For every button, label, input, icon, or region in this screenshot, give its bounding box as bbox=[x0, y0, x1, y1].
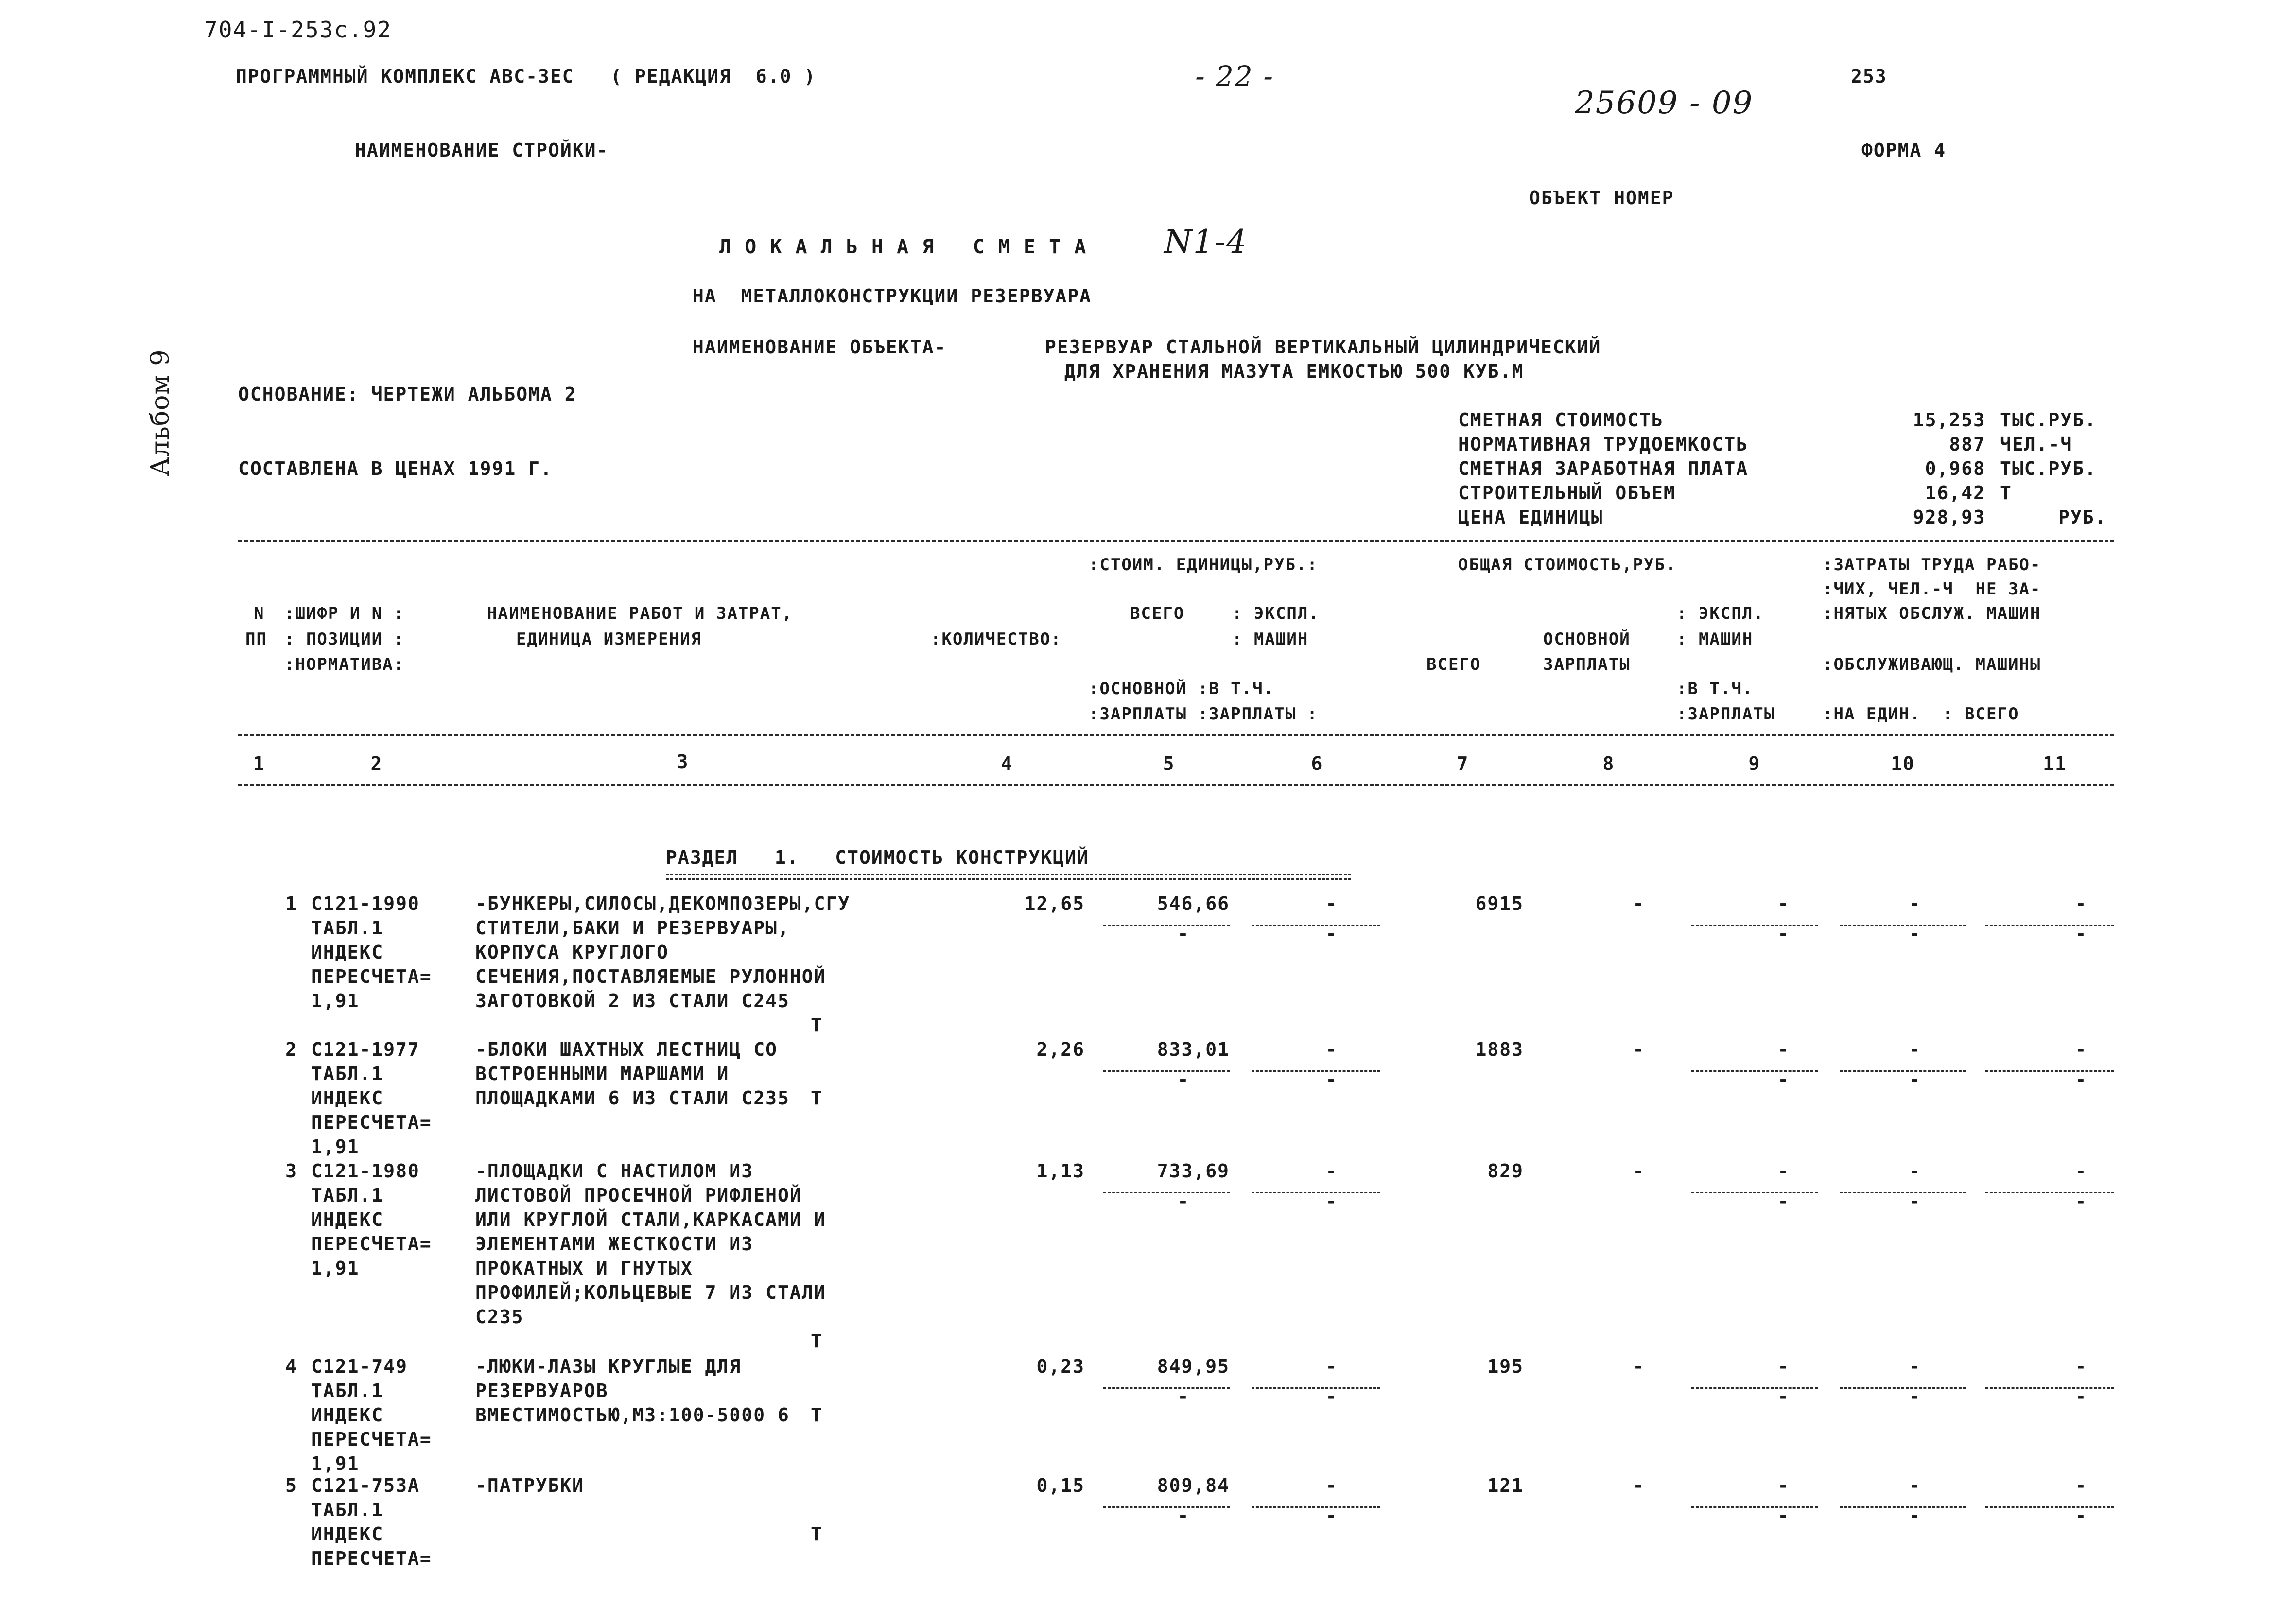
row-name-line: ПРОКАТНЫХ И ГНУТЫХ bbox=[475, 1258, 693, 1279]
row-unit: Т bbox=[811, 1087, 823, 1109]
row-shifr-line: ПЕРЕСЧЕТА= bbox=[311, 966, 432, 987]
column-number: 1 bbox=[253, 753, 265, 774]
row-code: С121-1990 bbox=[311, 893, 420, 914]
row-shifr-line: 1,91 bbox=[311, 1453, 360, 1474]
row-empty-mark: - bbox=[1777, 1069, 1790, 1090]
row-subtotal-rule bbox=[1103, 1070, 1230, 1072]
row-number: 3 bbox=[285, 1160, 297, 1182]
row-unit: Т bbox=[811, 1404, 823, 1426]
row-subtotal-rule bbox=[1103, 1506, 1230, 1508]
row-empty-mark: - bbox=[1777, 923, 1790, 944]
row-name-line: ЗАГОТОВКОЙ 2 ИЗ СТАЛИ С245 bbox=[475, 990, 790, 1012]
program-line: ПРОГРАММНЫЙ КОМПЛЕКС АВС-3ЕС ( РЕДАКЦИЯ 6.0 ) bbox=[236, 66, 817, 87]
row-empty-mark: - bbox=[2075, 1505, 2087, 1526]
object-name-line-2: ДЛЯ ХРАНЕНИЯ МАЗУТА ЕМКОСТЬЮ 500 КУБ.М bbox=[1064, 361, 1524, 382]
row-empty-mark: - bbox=[1633, 1160, 1645, 1182]
column-number: 9 bbox=[1748, 753, 1761, 774]
col-n-header: N bbox=[254, 604, 265, 623]
row-empty-mark: - bbox=[1325, 1386, 1338, 1407]
row-empty-mark: - bbox=[1325, 1356, 1338, 1377]
row-unit: Т bbox=[811, 1330, 823, 1352]
col-header-text: : МАШИН bbox=[1232, 629, 1309, 649]
column-number: 2 bbox=[370, 753, 383, 774]
row-quantity: 12,65 bbox=[1024, 893, 1085, 914]
col-header-text: ВСЕГО bbox=[1426, 655, 1481, 674]
column-number: 4 bbox=[1001, 753, 1013, 774]
row-subtotal-rule bbox=[1691, 925, 1818, 926]
row-number: 2 bbox=[285, 1039, 297, 1060]
row-quantity: 0,15 bbox=[1036, 1475, 1085, 1496]
row-empty-mark: - bbox=[2075, 1039, 2087, 1060]
row-name-line: -ПАТРУБКИ bbox=[475, 1475, 584, 1496]
col-name-header: НАИМЕНОВАНИЕ РАБОТ И ЗАТРАТ, bbox=[487, 604, 793, 623]
row-shifr-line: ИНДЕКС bbox=[311, 1404, 384, 1426]
row-code: С121-749 bbox=[311, 1356, 408, 1377]
row-empty-mark: - bbox=[1909, 1190, 1921, 1212]
col-header-text: :ОСНОВНОЙ :В Т.Ч. bbox=[1089, 679, 1274, 699]
col-unit-cost-header: :СТОИМ. ЕДИНИЦЫ,РУБ.: bbox=[1089, 555, 1318, 575]
row-subtotal-rule bbox=[1985, 1070, 2114, 1072]
row-name-line: ВМЕСТИМОСТЬЮ,М3:100-5000 6 bbox=[475, 1404, 790, 1426]
row-subtotal-rule bbox=[1691, 1506, 1818, 1508]
row-empty-mark: - bbox=[1177, 1505, 1190, 1526]
forma-label: ФОРМА 4 bbox=[1861, 140, 1947, 161]
col-header-text: :ЗАРПЛАТЫ :ЗАРПЛАТЫ : bbox=[1089, 704, 1318, 724]
row-shifr-line: 1,91 bbox=[311, 990, 360, 1012]
row-empty-mark: - bbox=[1325, 1039, 1338, 1060]
row-subtotal-rule bbox=[1691, 1387, 1818, 1389]
row-name-line: -ПЛОЩАДКИ С НАСТИЛОМ ИЗ bbox=[475, 1160, 754, 1182]
summary-unit: ТЫС.РУБ. bbox=[2000, 409, 2097, 431]
row-empty-mark: - bbox=[2075, 1356, 2087, 1377]
row-subtotal-rule bbox=[1840, 1387, 1966, 1389]
row-shifr-line: 1,91 bbox=[311, 1258, 360, 1279]
row-empty-mark: - bbox=[1909, 1505, 1921, 1526]
row-shifr-line: ПЕРЕСЧЕТА= bbox=[311, 1548, 432, 1569]
row-subtotal-rule bbox=[1252, 1070, 1380, 1072]
row-empty-mark: - bbox=[2075, 1160, 2087, 1182]
row-subtotal-rule bbox=[1103, 1387, 1230, 1389]
row-shifr-line: ПЕРЕСЧЕТА= bbox=[311, 1112, 432, 1133]
col-n-header: ПП bbox=[245, 629, 267, 649]
column-number: 6 bbox=[1311, 753, 1323, 774]
row-empty-mark: - bbox=[1777, 1475, 1790, 1496]
row-name-line: СТИТЕЛИ,БАКИ И РЕЗЕРВУАРЫ, bbox=[475, 917, 790, 939]
row-empty-mark: - bbox=[1777, 1160, 1790, 1182]
row-empty-mark: - bbox=[1325, 1160, 1338, 1182]
summary-value: 887 bbox=[1949, 434, 1985, 455]
summary-unit: ТЫС.РУБ. bbox=[2000, 458, 2097, 479]
row-shifr-line: ТАБЛ.1 bbox=[311, 1063, 384, 1084]
row-number: 4 bbox=[285, 1356, 297, 1377]
col-labor-header: :ЗАТРАТЫ ТРУДА РАБО- bbox=[1823, 555, 2041, 575]
row-quantity: 2,26 bbox=[1036, 1039, 1085, 1060]
row-name-line: ВСТРОЕННЫМИ МАРШАМИ И bbox=[475, 1063, 730, 1084]
col-code-header: :ШИФР И N : bbox=[284, 604, 405, 623]
row-subtotal-rule bbox=[1252, 925, 1380, 926]
row-shifr-line: ТАБЛ.1 bbox=[311, 1499, 384, 1521]
col-name-header: ЕДИНИЦА ИЗМЕРЕНИЯ bbox=[516, 629, 702, 649]
row-empty-mark: - bbox=[1909, 1386, 1921, 1407]
summary-unit: Т bbox=[2000, 482, 2012, 504]
row-shifr-line: ИНДЕКС bbox=[311, 942, 384, 963]
col-header-text: ЗАРПЛАТЫ bbox=[1543, 655, 1631, 674]
col-header-text: :ЗАРПЛАТЫ bbox=[1677, 704, 1775, 724]
col-header-text: : ЭКСПЛ. bbox=[1232, 604, 1320, 623]
row-shifr-line: ИНДЕКС bbox=[311, 1523, 384, 1545]
column-number: 10 bbox=[1891, 753, 1915, 774]
sheet-number: 253 bbox=[1851, 66, 1887, 87]
col-qty-header: :КОЛИЧЕСТВО: bbox=[931, 629, 1062, 649]
summary-label: СМЕТНАЯ СТОИМОСТЬ bbox=[1458, 409, 1664, 431]
row-empty-mark: - bbox=[1633, 1356, 1645, 1377]
album-side-label: Альбом 9 bbox=[146, 349, 175, 476]
row-empty-mark: - bbox=[1909, 1160, 1921, 1182]
row-empty-mark: - bbox=[1777, 1356, 1790, 1377]
row-name-line: ПЛОЩАДКАМИ 6 ИЗ СТАЛИ С235 bbox=[475, 1087, 790, 1109]
row-name-line: С235 bbox=[475, 1306, 524, 1328]
row-subtotal-rule bbox=[1840, 1070, 1966, 1072]
row-name-line: ПРОФИЛЕЙ;КОЛЬЦЕВЫЕ 7 ИЗ СТАЛИ bbox=[475, 1282, 826, 1303]
row-shifr-line: ТАБЛ.1 bbox=[311, 917, 384, 939]
column-number: 8 bbox=[1602, 753, 1615, 774]
row-subtotal-rule bbox=[1252, 1387, 1380, 1389]
row-name-line: -БЛОКИ ШАХТНЫХ ЛЕСТНИЦ СО bbox=[475, 1039, 778, 1060]
row-total: 195 bbox=[1487, 1356, 1524, 1377]
col-code-header: :НОРМАТИВА: bbox=[284, 655, 405, 674]
summary-label: ЦЕНА ЕДИНИЦЫ bbox=[1458, 507, 1603, 528]
row-total: 829 bbox=[1487, 1160, 1524, 1182]
summary-value: 16,42 bbox=[1925, 482, 1985, 504]
row-quantity: 0,23 bbox=[1036, 1356, 1085, 1377]
row-number: 5 bbox=[285, 1475, 297, 1496]
row-number: 1 bbox=[285, 893, 297, 914]
row-subtotal-rule bbox=[1985, 1387, 2114, 1389]
row-empty-mark: - bbox=[2075, 1475, 2087, 1496]
row-empty-mark: - bbox=[1325, 1475, 1338, 1496]
row-code: С121-1980 bbox=[311, 1160, 420, 1182]
subtitle: НА МЕТАЛЛОКОНСТРУКЦИИ РЕЗЕРВУАРА bbox=[693, 285, 1092, 307]
title-number: N1-4 bbox=[1164, 223, 1248, 261]
row-empty-mark: - bbox=[1633, 893, 1645, 914]
basis-text: ОСНОВАНИЕ: ЧЕРТЕЖИ АЛЬБОМА 2 bbox=[238, 384, 577, 405]
row-subtotal-rule bbox=[1252, 1192, 1380, 1193]
col-labor-header: :ЧИХ, ЧЕЛ.-Ч НЕ ЗА- bbox=[1823, 579, 2041, 599]
row-total: 6915 bbox=[1475, 893, 1524, 914]
row-unit-price: 546,66 bbox=[1157, 893, 1230, 914]
summary-label: НОРМАТИВНАЯ ТРУДОЕМКОСТЬ bbox=[1458, 434, 1749, 455]
row-shifr-line: ПЕРЕСЧЕТА= bbox=[311, 1429, 432, 1450]
row-subtotal-rule bbox=[1840, 925, 1966, 926]
object-label: НАИМЕНОВАНИЕ ОБЪЕКТА- bbox=[693, 336, 947, 358]
row-name-line: -БУНКЕРЫ,СИЛОСЫ,ДЕКОМПОЗЕРЫ,СГУ bbox=[475, 893, 851, 914]
row-unit: Т bbox=[811, 1523, 823, 1545]
row-total: 1883 bbox=[1475, 1039, 1524, 1060]
stroika-label: НАИМЕНОВАНИЕ СТРОЙКИ- bbox=[355, 140, 609, 161]
section-underline bbox=[666, 874, 1351, 880]
row-name-line: ЭЛЕМЕНТАМИ ЖЕСТКОСТИ ИЗ bbox=[475, 1233, 754, 1255]
row-empty-mark: - bbox=[1177, 1386, 1190, 1407]
col-header-text: :НА ЕДИН. : ВСЕГО bbox=[1823, 704, 2019, 724]
row-unit-price: 849,95 bbox=[1157, 1356, 1230, 1377]
document-number: 25609 - 09 bbox=[1575, 85, 1754, 121]
prices-text: СОСТАВЛЕНА В ЦЕНАХ 1991 Г. bbox=[238, 458, 553, 479]
row-empty-mark: - bbox=[1909, 1475, 1921, 1496]
row-empty-mark: - bbox=[1777, 1039, 1790, 1060]
page-number: - 22 - bbox=[1195, 60, 1274, 93]
row-shifr-line: 1,91 bbox=[311, 1136, 360, 1157]
header-divider bbox=[238, 734, 2114, 736]
row-empty-mark: - bbox=[1177, 1190, 1190, 1212]
stamp-number: 704-I-253с.92 bbox=[204, 17, 392, 43]
row-empty-mark: - bbox=[1909, 1069, 1921, 1090]
row-empty-mark: - bbox=[1909, 1356, 1921, 1377]
row-shifr-line: ИНДЕКС bbox=[311, 1209, 384, 1230]
row-shifr-line: ПЕРЕСЧЕТА= bbox=[311, 1233, 432, 1255]
row-unit-price: 733,69 bbox=[1157, 1160, 1230, 1182]
row-subtotal-rule bbox=[1985, 1506, 2114, 1508]
row-empty-mark: - bbox=[1325, 1190, 1338, 1212]
row-empty-mark: - bbox=[2075, 1190, 2087, 1212]
row-empty-mark: - bbox=[2075, 893, 2087, 914]
header-bottom-rule bbox=[238, 784, 2114, 786]
row-empty-mark: - bbox=[2075, 1386, 2087, 1407]
summary-unit: ЧЕЛ.-Ч bbox=[2000, 434, 2073, 455]
page-title: Л О К А Л Ь Н А Я С М Е Т А bbox=[719, 236, 1087, 258]
row-shifr-line: ТАБЛ.1 bbox=[311, 1185, 384, 1206]
row-empty-mark: - bbox=[1325, 923, 1338, 944]
row-empty-mark: - bbox=[1177, 1069, 1190, 1090]
row-empty-mark: - bbox=[1177, 923, 1190, 944]
row-empty-mark: - bbox=[1325, 1505, 1338, 1526]
row-unit: Т bbox=[811, 1014, 823, 1036]
row-subtotal-rule bbox=[1691, 1192, 1818, 1193]
column-number: 7 bbox=[1457, 753, 1469, 774]
row-empty-mark: - bbox=[1325, 1069, 1338, 1090]
table-top-rule bbox=[238, 540, 2114, 542]
row-shifr-line: ТАБЛ.1 bbox=[311, 1380, 384, 1401]
row-total: 121 bbox=[1487, 1475, 1524, 1496]
summary-value: 0,968 bbox=[1925, 458, 1985, 479]
row-shifr-line: ИНДЕКС bbox=[311, 1087, 384, 1109]
col-header-text: ВСЕГО bbox=[1130, 604, 1185, 623]
column-number: 11 bbox=[2043, 753, 2067, 774]
row-empty-mark: - bbox=[1777, 1190, 1790, 1212]
row-unit-price: 833,01 bbox=[1157, 1039, 1230, 1060]
row-empty-mark: - bbox=[1633, 1039, 1645, 1060]
summary-value: 928,93 bbox=[1913, 507, 1985, 528]
row-empty-mark: - bbox=[1909, 893, 1921, 914]
row-empty-mark: - bbox=[1909, 923, 1921, 944]
row-name-line: ИЛИ КРУГЛОЙ СТАЛИ,КАРКАСАМИ И bbox=[475, 1209, 826, 1230]
row-subtotal-rule bbox=[1252, 1506, 1380, 1508]
row-quantity: 1,13 bbox=[1036, 1160, 1085, 1182]
col-header-text: ОСНОВНОЙ bbox=[1543, 629, 1631, 649]
summary-label: СМЕТНАЯ ЗАРАБОТНАЯ ПЛАТА bbox=[1458, 458, 1749, 479]
row-code: С121-1977 bbox=[311, 1039, 420, 1060]
row-subtotal-rule bbox=[1103, 1192, 1230, 1193]
summary-label: СТРОИТЕЛЬНЫЙ ОБЪЕМ bbox=[1458, 482, 1676, 504]
column-number: 5 bbox=[1163, 753, 1175, 774]
summary-unit: РУБ. bbox=[2058, 507, 2107, 528]
object-name-line-1: РЕЗЕРВУАР СТАЛЬНОЙ ВЕРТИКАЛЬНЫЙ ЦИЛИНДРИЧЕСКИЙ bbox=[1045, 336, 1601, 358]
row-name-line: РЕЗЕРВУАРОВ bbox=[475, 1380, 609, 1401]
row-subtotal-rule bbox=[1691, 1070, 1818, 1072]
row-subtotal-rule bbox=[1985, 1192, 2114, 1193]
row-empty-mark: - bbox=[1777, 1505, 1790, 1526]
column-number: 3 bbox=[677, 751, 689, 772]
object-number-label: ОБЪЕКТ НОМЕР bbox=[1529, 187, 1674, 209]
col-total-cost-header: ОБЩАЯ СТОИМОСТЬ,РУБ. bbox=[1458, 555, 1677, 575]
col-labor-header: :НЯТЫХ ОБСЛУЖ. МАШИН bbox=[1823, 604, 2041, 623]
row-code: С121-753А bbox=[311, 1475, 420, 1496]
row-name-line: ЛИСТОВОЙ ПРОСЕЧНОЙ РИФЛЕНОЙ bbox=[475, 1185, 802, 1206]
row-empty-mark: - bbox=[1777, 1386, 1790, 1407]
col-header-text: :ОБСЛУЖИВАЮЩ. МАШИНЫ bbox=[1823, 655, 2041, 674]
row-name-line: -ЛЮКИ-ЛАЗЫ КРУГЛЫЕ ДЛЯ bbox=[475, 1356, 742, 1377]
section-title: РАЗДЕЛ 1. СТОИМОСТЬ КОНСТРУКЦИЙ bbox=[666, 847, 1089, 868]
row-empty-mark: - bbox=[1777, 893, 1790, 914]
row-empty-mark: - bbox=[1633, 1475, 1645, 1496]
summary-value: 15,253 bbox=[1913, 409, 1985, 431]
row-subtotal-rule bbox=[1985, 925, 2114, 926]
col-header-text: : МАШИН bbox=[1677, 629, 1754, 649]
row-empty-mark: - bbox=[1909, 1039, 1921, 1060]
col-header-text: : ЭКСПЛ. bbox=[1677, 604, 1764, 623]
row-empty-mark: - bbox=[2075, 1069, 2087, 1090]
col-header-text: :В Т.Ч. bbox=[1677, 679, 1754, 699]
row-subtotal-rule bbox=[1840, 1506, 1966, 1508]
row-empty-mark: - bbox=[2075, 923, 2087, 944]
row-name-line: СЕЧЕНИЯ,ПОСТАВЛЯЕМЫЕ РУЛОННОЙ bbox=[475, 966, 826, 987]
row-subtotal-rule bbox=[1103, 925, 1230, 926]
row-name-line: КОРПУСА КРУГЛОГО bbox=[475, 942, 669, 963]
row-unit-price: 809,84 bbox=[1157, 1475, 1230, 1496]
col-code-header: : ПОЗИЦИИ : bbox=[284, 629, 405, 649]
row-subtotal-rule bbox=[1840, 1192, 1966, 1193]
row-empty-mark: - bbox=[1325, 893, 1338, 914]
